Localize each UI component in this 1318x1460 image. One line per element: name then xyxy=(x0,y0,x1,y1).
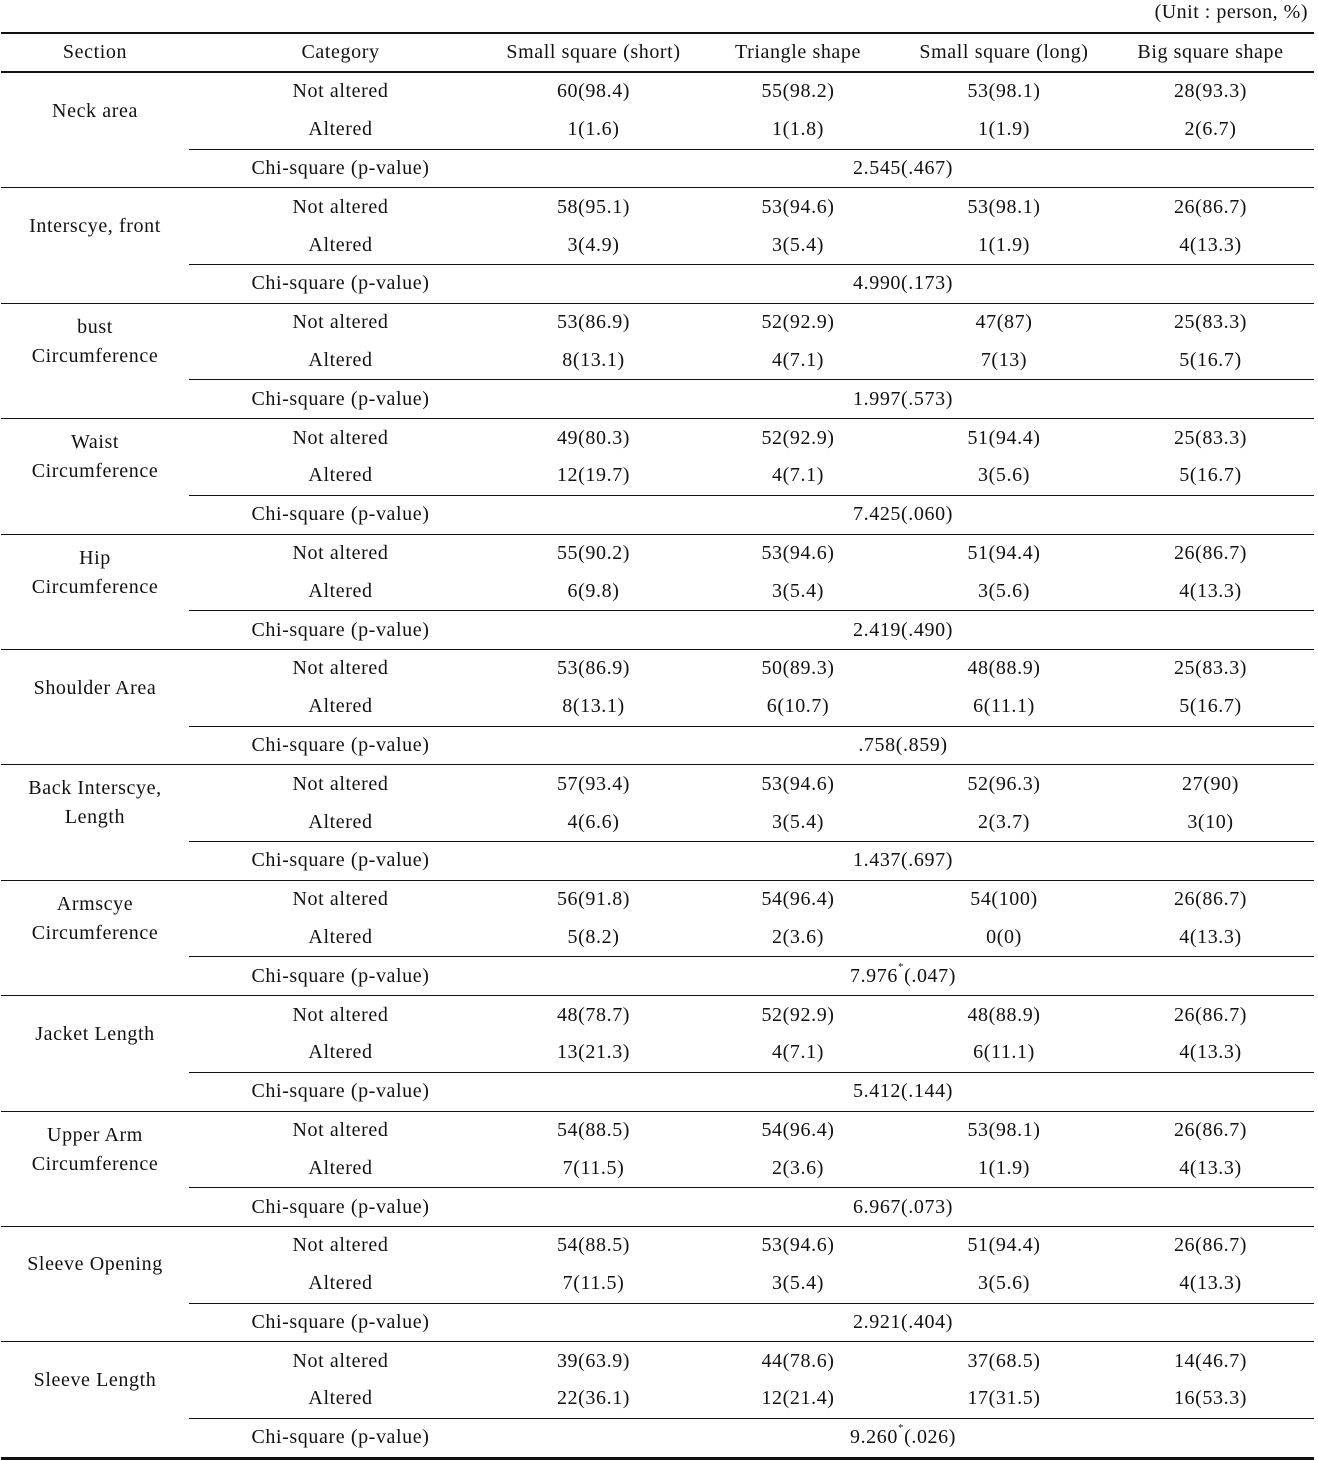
table-row-not-altered xyxy=(1,303,1314,341)
table-cell: 26(86.7) xyxy=(1173,195,1248,218)
table-cell: 12(21.4) xyxy=(761,1387,835,1410)
section-label xyxy=(1,419,189,496)
section-spacer-cell xyxy=(1,726,189,765)
table-cell: 53(94.6) xyxy=(761,195,835,218)
table-cell: 39(63.9) xyxy=(556,1349,631,1372)
p-value: (.144) xyxy=(901,1080,953,1103)
table-cell: 2(3.7) xyxy=(978,810,1030,833)
p-value: (.073) xyxy=(901,1195,953,1218)
chi-square-value xyxy=(492,495,1314,534)
p-value: (.573) xyxy=(901,387,953,410)
category-label: Not altered xyxy=(292,657,389,680)
significance-marker: * xyxy=(897,960,905,973)
section-label xyxy=(1,880,189,957)
p-value: (.047) xyxy=(904,964,957,987)
table-cell: 26(86.7) xyxy=(1173,1118,1248,1141)
table-cell: 52(92.9) xyxy=(761,426,835,449)
table-cell: 27(90) xyxy=(1182,772,1239,795)
chi-square-stat: 7.425 xyxy=(853,503,902,526)
table-cell: 6(11.1) xyxy=(973,695,1035,718)
table-cell: 4(13.3) xyxy=(1179,925,1242,948)
table-cell: 54(88.5) xyxy=(556,1118,631,1141)
section-label-line: Jacket Length xyxy=(35,1022,155,1045)
p-value: (.859) xyxy=(895,733,948,756)
category-label: Chi-square (p-value) xyxy=(189,264,492,303)
table-cell: 53(94.6) xyxy=(761,541,835,564)
table-cell: 5(16.7) xyxy=(1179,464,1242,487)
table-cell: 4(7.1) xyxy=(772,464,824,487)
table-cell: 3(5.6) xyxy=(978,1272,1030,1295)
table-row-altered xyxy=(1,572,1314,610)
section-label-line: Back Interscye, xyxy=(28,777,162,800)
table-cell: 3(10) xyxy=(1187,810,1234,833)
table-row-altered xyxy=(1,919,1314,957)
section-spacer-cell xyxy=(1,957,189,996)
chi-square-value xyxy=(492,726,1314,765)
table-cell: 60(98.4) xyxy=(556,80,631,103)
chi-square-value xyxy=(492,611,1314,650)
table-cell: 3(5.4) xyxy=(772,810,824,833)
section-spacer-cell xyxy=(1,149,189,188)
table-row-chi-square xyxy=(1,264,1314,303)
table-row-altered xyxy=(1,1265,1314,1303)
table-row-altered xyxy=(1,1034,1314,1072)
p-value: (.060) xyxy=(901,503,953,526)
category-label: Chi-square (p-value) xyxy=(189,726,492,765)
section-label-line: Circumference xyxy=(31,460,159,483)
table-cell: 22(36.1) xyxy=(556,1387,631,1410)
header-triangle-shape: Triangle shape xyxy=(695,33,901,72)
table-cell: 26(86.7) xyxy=(1173,541,1248,564)
table-row-altered xyxy=(1,1380,1314,1418)
table-cell: 7(11.5) xyxy=(562,1156,625,1179)
header-category: Category xyxy=(189,33,492,72)
table-cell: 6(10.7) xyxy=(766,695,830,718)
table-cell: 5(16.7) xyxy=(1179,695,1242,718)
table-cell: 17(31.5) xyxy=(967,1387,1041,1410)
table-cell: 1(1.6) xyxy=(567,118,620,141)
table-row-not-altered xyxy=(1,880,1314,918)
table-cell: 8(13.1) xyxy=(562,348,625,371)
table-cell: 57(93.4) xyxy=(556,772,631,795)
table-row-chi-square xyxy=(1,380,1314,419)
alteration-table xyxy=(1,32,1314,1460)
table-cell: 56(91.8) xyxy=(556,888,631,911)
table-body xyxy=(1,72,1314,1458)
category-label: Altered xyxy=(308,464,373,487)
table-cell: 53(98.1) xyxy=(967,195,1041,218)
table-row-not-altered xyxy=(1,188,1314,226)
table-cell: 4(13.3) xyxy=(1179,233,1242,256)
table-cell: 55(98.2) xyxy=(761,80,835,103)
section-spacer-cell xyxy=(1,1072,189,1111)
table-cell: 3(5.6) xyxy=(978,579,1030,602)
table-cell: 4(6.6) xyxy=(567,810,620,833)
section-spacer-cell xyxy=(1,264,189,303)
table-cell: 3(4.9) xyxy=(567,233,620,256)
table-cell: 47(87) xyxy=(975,311,1033,334)
category-label: Chi-square (p-value) xyxy=(189,1072,492,1111)
section-label-line: Circumference xyxy=(31,575,159,598)
table-cell: 54(88.5) xyxy=(556,1234,631,1257)
section-label xyxy=(1,188,189,265)
table-row-chi-square xyxy=(1,149,1314,188)
table-cell: 8(13.1) xyxy=(562,695,625,718)
section-label xyxy=(1,765,189,842)
section-spacer-cell xyxy=(1,841,189,880)
table-cell: 48(88.9) xyxy=(967,657,1041,680)
table-row-altered xyxy=(1,688,1314,726)
table-row-not-altered xyxy=(1,419,1314,457)
p-value: (.490) xyxy=(901,618,953,641)
section-spacer-cell xyxy=(1,611,189,650)
category-label: Altered xyxy=(308,233,373,256)
table-cell: 16(53.3) xyxy=(1173,1387,1248,1410)
table-row-altered xyxy=(1,111,1314,149)
p-value: (.697) xyxy=(901,849,953,872)
table-row-chi-square xyxy=(1,1072,1314,1111)
category-label: Not altered xyxy=(292,1349,389,1372)
table-cell: 37(68.5) xyxy=(967,1349,1041,1372)
table-row-chi-square xyxy=(1,726,1314,765)
table-row-not-altered xyxy=(1,1226,1314,1264)
table-row-altered xyxy=(1,342,1314,380)
category-label: Not altered xyxy=(292,888,389,911)
table-cell: 1(1.9) xyxy=(978,118,1030,141)
section-label-line: Sleeve Length xyxy=(33,1368,157,1391)
category-label: Not altered xyxy=(292,426,389,449)
table-row-chi-square xyxy=(1,1188,1314,1227)
category-label: Chi-square (p-value) xyxy=(189,380,492,419)
table-cell: 3(5.6) xyxy=(978,464,1030,487)
category-label: Altered xyxy=(308,925,373,948)
category-label: Altered xyxy=(308,695,373,718)
category-label: Not altered xyxy=(292,80,389,103)
category-label: Chi-square (p-value) xyxy=(189,957,492,996)
chi-square-stat: 7.976 xyxy=(849,964,898,987)
section-label xyxy=(1,534,189,611)
chi-square-value xyxy=(492,149,1314,188)
category-label: Altered xyxy=(308,1272,373,1295)
chi-square-stat: 6.967 xyxy=(853,1195,902,1218)
section-spacer-cell xyxy=(1,1418,189,1458)
category-label: Altered xyxy=(308,810,373,833)
table-cell: 4(13.3) xyxy=(1179,1272,1242,1295)
header-big-square-shape: Big square shape xyxy=(1107,33,1314,72)
table-row-not-altered xyxy=(1,649,1314,687)
table-cell: 25(83.3) xyxy=(1173,311,1248,334)
table-cell: 53(98.1) xyxy=(967,80,1041,103)
table-cell: 25(83.3) xyxy=(1173,657,1248,680)
section-spacer-cell xyxy=(1,1188,189,1227)
chi-square-stat: .758 xyxy=(858,733,896,756)
category-label: Chi-square (p-value) xyxy=(189,495,492,534)
table-cell: 53(98.1) xyxy=(967,1118,1041,1141)
table-cell: 51(94.4) xyxy=(967,426,1041,449)
category-label: Altered xyxy=(308,118,373,141)
category-label: Chi-square (p-value) xyxy=(189,841,492,880)
section-label-line: Neck area xyxy=(52,99,138,122)
chi-square-value xyxy=(492,264,1314,303)
table-row-not-altered xyxy=(1,996,1314,1034)
section-label xyxy=(1,1111,189,1188)
section-label-line: Sleeve Opening xyxy=(27,1253,163,1276)
category-label: Not altered xyxy=(292,1003,389,1026)
chi-square-stat: 2.921 xyxy=(853,1310,902,1333)
table-cell: 7(13) xyxy=(980,348,1028,371)
category-label: Not altered xyxy=(292,541,389,564)
section-label xyxy=(1,649,189,726)
table-cell: 5(16.7) xyxy=(1179,348,1242,371)
p-value: (.404) xyxy=(901,1310,953,1333)
section-label-line: Interscye, front xyxy=(29,214,161,237)
chi-square-stat: 9.260 xyxy=(849,1426,898,1449)
chi-square-stat: 2.545 xyxy=(853,156,902,179)
table-cell: 14(46.7) xyxy=(1173,1349,1248,1372)
table-cell: 3(5.4) xyxy=(772,1272,824,1295)
table-row-chi-square xyxy=(1,957,1314,996)
p-value: (.467) xyxy=(901,156,953,179)
category-label: Altered xyxy=(308,579,373,602)
chi-square-value xyxy=(492,1072,1314,1111)
chi-square-value xyxy=(492,1418,1314,1458)
table-cell: 44(78.6) xyxy=(761,1349,835,1372)
table-cell: 28(93.3) xyxy=(1173,80,1248,103)
table-cell: 48(88.9) xyxy=(967,1003,1041,1026)
table-row-chi-square xyxy=(1,495,1314,534)
table-cell: 4(13.3) xyxy=(1179,1041,1242,1064)
table-cell: 4(7.1) xyxy=(772,348,824,371)
section-spacer-cell xyxy=(1,1303,189,1342)
table-row-not-altered xyxy=(1,1111,1314,1149)
category-label: Not altered xyxy=(292,772,389,795)
table-cell: 13(21.3) xyxy=(556,1041,631,1064)
table-cell: 54(96.4) xyxy=(761,888,835,911)
table-cell: 2(3.6) xyxy=(772,1156,824,1179)
table-cell: 26(86.7) xyxy=(1173,1003,1248,1026)
table-cell: 26(86.7) xyxy=(1173,1234,1248,1257)
table-cell: 2(6.7) xyxy=(1184,118,1237,141)
p-value: (.173) xyxy=(901,272,953,295)
table-cell: 49(80.3) xyxy=(556,426,631,449)
chi-square-stat: 1.997 xyxy=(853,387,902,410)
section-spacer-cell xyxy=(1,380,189,419)
section-label-line: Waist xyxy=(70,431,120,454)
table-row-altered xyxy=(1,226,1314,264)
section-label-line: Circumference xyxy=(31,1152,159,1175)
category-label: Chi-square (p-value) xyxy=(189,149,492,188)
unit-note: (Unit : person, %) xyxy=(1154,1,1308,23)
table-row-altered xyxy=(1,1149,1314,1187)
chi-square-value xyxy=(492,1188,1314,1227)
table-cell: 6(9.8) xyxy=(567,579,620,602)
table-cell: 55(90.2) xyxy=(556,541,631,564)
p-value: (.026) xyxy=(904,1426,957,1449)
table-cell: 4(13.3) xyxy=(1179,1156,1242,1179)
table-row-chi-square xyxy=(1,841,1314,880)
table-cell: 4(13.3) xyxy=(1179,579,1242,602)
chi-square-stat: 2.419 xyxy=(853,618,902,641)
chi-square-stat: 4.990 xyxy=(853,272,902,295)
table-cell: 25(83.3) xyxy=(1173,426,1248,449)
table-cell: 4(7.1) xyxy=(772,1041,824,1064)
category-label: Altered xyxy=(308,348,373,371)
table-cell: 1(1.8) xyxy=(772,118,824,141)
header-row xyxy=(1,33,1314,72)
table-cell: 53(86.9) xyxy=(556,657,631,680)
section-label xyxy=(1,1226,189,1303)
category-label: Not altered xyxy=(292,195,389,218)
section-label xyxy=(1,303,189,380)
table-cell: 12(19.7) xyxy=(556,464,631,487)
table-cell: 3(5.4) xyxy=(772,579,824,602)
section-label-line: Circumference xyxy=(31,344,159,367)
section-label-line: Hip xyxy=(79,546,111,569)
section-spacer-cell xyxy=(1,495,189,534)
table-cell: 58(95.1) xyxy=(556,195,631,218)
table-cell: 51(94.4) xyxy=(967,1234,1041,1257)
category-label: Altered xyxy=(308,1041,373,1064)
category-label: Chi-square (p-value) xyxy=(189,1303,492,1342)
table-cell: 5(8.2) xyxy=(567,925,620,948)
table-cell: 1(1.9) xyxy=(978,233,1030,256)
category-label: Chi-square (p-value) xyxy=(189,1418,492,1458)
header-small-square-short: Small square (short) xyxy=(492,33,695,72)
table-cell: 2(3.6) xyxy=(772,925,824,948)
category-label: Altered xyxy=(308,1387,373,1410)
section-label-line: Circumference xyxy=(31,921,159,944)
chi-square-value xyxy=(492,1303,1314,1342)
header-small-square-long: Small square (long) xyxy=(901,33,1107,72)
table-cell: 6(11.1) xyxy=(973,1041,1035,1064)
table-cell: 26(86.7) xyxy=(1173,888,1248,911)
section-label-line: Shoulder Area xyxy=(33,676,157,699)
category-label: Chi-square (p-value) xyxy=(189,1188,492,1227)
table-cell: 7(11.5) xyxy=(562,1272,625,1295)
table-row-chi-square xyxy=(1,1303,1314,1342)
table-row-not-altered xyxy=(1,765,1314,803)
table-cell: 0(0) xyxy=(986,925,1022,948)
table-row-not-altered xyxy=(1,534,1314,572)
section-label xyxy=(1,72,189,149)
chi-square-value xyxy=(492,380,1314,419)
section-label-line: Length xyxy=(64,806,126,829)
section-label-line: Upper Arm xyxy=(47,1123,143,1146)
chi-square-stat: 5.412 xyxy=(853,1080,902,1103)
table-cell: 3(5.4) xyxy=(772,233,824,256)
table-cell: 54(96.4) xyxy=(761,1118,835,1141)
category-label: Not altered xyxy=(292,1118,389,1141)
section-label xyxy=(1,996,189,1073)
table-cell: 48(78.7) xyxy=(556,1003,631,1026)
table-cell: 53(86.9) xyxy=(556,311,631,334)
table-cell: 52(92.9) xyxy=(761,1003,835,1026)
significance-marker: * xyxy=(897,1422,905,1435)
table-row-chi-square xyxy=(1,611,1314,650)
table-cell: 52(96.3) xyxy=(967,772,1041,795)
section-label xyxy=(1,1342,189,1419)
category-label: Not altered xyxy=(292,1234,389,1257)
table-cell: 53(94.6) xyxy=(761,772,835,795)
header-section: Section xyxy=(1,33,189,72)
chi-square-value xyxy=(492,957,1314,996)
chi-square-stat: 1.437 xyxy=(853,849,902,872)
table-cell: 51(94.4) xyxy=(967,541,1041,564)
table-cell: 53(94.6) xyxy=(761,1234,835,1257)
table-cell: 54(100) xyxy=(970,888,1038,911)
table-row-not-altered xyxy=(1,1342,1314,1380)
table-row-chi-square xyxy=(1,1418,1314,1458)
table-row-not-altered xyxy=(1,72,1314,111)
category-label: Chi-square (p-value) xyxy=(189,611,492,650)
section-label-line: bust xyxy=(77,315,113,338)
table-cell: 50(89.3) xyxy=(761,657,835,680)
category-label: Not altered xyxy=(292,311,389,334)
category-label: Altered xyxy=(308,1156,373,1179)
table-cell: 52(92.9) xyxy=(761,311,835,334)
section-label-line: Armscye xyxy=(56,892,134,915)
table-cell: 1(1.9) xyxy=(978,1156,1030,1179)
table-row-altered xyxy=(1,803,1314,841)
chi-square-value xyxy=(492,841,1314,880)
table-row-altered xyxy=(1,457,1314,495)
